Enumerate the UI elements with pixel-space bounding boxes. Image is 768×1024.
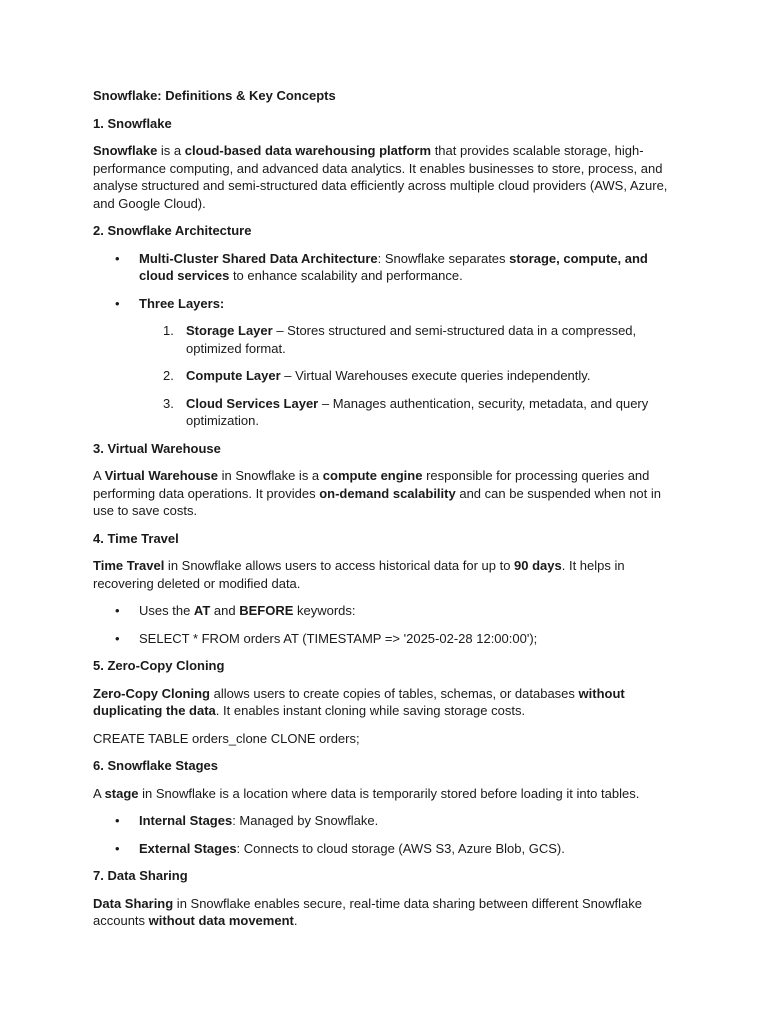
layers-list — [139, 322, 683, 430]
clone-statement: CREATE TABLE orders_clone CLONE orders; — [93, 730, 360, 746]
zero-copy-definition: Zero-Copy Cloning allows users to create copies of tables, schemas, or databases without duplicating the data. It enables instant cloning while saving storage costs. — [93, 685, 625, 718]
virtual-warehouse-definition: A Virtual Warehouse in Snowflake is a compute engine responsible for processing queries and performing data operations. It provides on-demand scalability and can be suspended when not in use to save costs. — [93, 468, 662, 518]
stages-definition: A stage in Snowflake is a location where data is temporarily stored before loading it into tables. — [93, 785, 640, 801]
document-body — [93, 87, 683, 940]
snowflake-definition: Snowflake is a cloud-based data warehousing platform that provides scalable storage, high-performance computing, and advanced data analytics. It enables businesses to store, process, and analyse structured and semi-structured data efficiently across multiple cloud providers (AWS, Azure, and Google Cloud). — [93, 143, 668, 211]
term-cloud-platform: cloud-based data warehousing platform — [184, 143, 432, 158]
section-heading-snowflake: 1. Snowflake — [93, 115, 172, 131]
time-travel-definition: Time Travel in Snowflake allows users to access historical data for up to 90 days. It helps in recovering deleted or modified data. — [93, 558, 625, 591]
list-item-select-query: • SELECT * FROM orders AT (TIMESTAMP => '2025-02-28 12:00:00'); — [93, 630, 683, 648]
layer-item-storage: 1. Storage Layer – Stores structured and semi-structured data in a compressed, optimized format. — [163, 323, 637, 356]
data-sharing-definition: Data Sharing in Snowflake enables secure, real-time data sharing between different Snowflake accounts without data movement. — [93, 895, 642, 928]
list-item-multi-cluster: • Multi-Cluster Shared Data Architecture: Snowflake separates storage, compute, and cloud services to enhance scalability and performance. — [93, 250, 683, 285]
list-item-external-stages: • External Stages: Connects to cloud storage (AWS S3, Azure Blob, GCS). — [93, 840, 683, 858]
section-heading-data-sharing: 7. Data Sharing — [93, 868, 188, 883]
section-heading-architecture: 2. Snowflake Architecture — [93, 223, 252, 238]
term-snowflake: Snowflake — [93, 143, 158, 158]
stages-list — [93, 812, 683, 857]
document-title: Snowflake: Definitions & Key Concepts — [93, 88, 336, 103]
architecture-list — [93, 250, 683, 430]
section-heading-zero-copy: 5. Zero-Copy Cloning — [93, 658, 225, 673]
layer-item-compute: 2. Compute Layer – Virtual Warehouses execute queries independently. — [163, 368, 591, 383]
list-item-keywords: • Uses the AT and BEFORE keywords: — [93, 602, 683, 620]
section-heading-time-travel: 4. Time Travel — [93, 530, 179, 546]
list-item-three-layers: • Three Layers: 1. Storage Layer – Stores structured and semi-structured data in a compressed, optimized format. 2. Compute Layer – Virtual Warehouses execute queries independently. 3. Cloud Services Layer – Manages authentication, security, metadata, and query optimization. — [93, 295, 683, 430]
layer-item-cloud-services: 3. Cloud Services Layer – Manages authentication, security, metadata, and query optimization. — [163, 395, 649, 428]
section-heading-virtual-warehouse: 3. Virtual Warehouse — [93, 440, 221, 456]
list-item-internal-stages: • Internal Stages: Managed by Snowflake. — [93, 812, 683, 830]
section-heading-stages: 6. Snowflake Stages — [93, 758, 218, 773]
time-travel-list — [93, 602, 683, 647]
